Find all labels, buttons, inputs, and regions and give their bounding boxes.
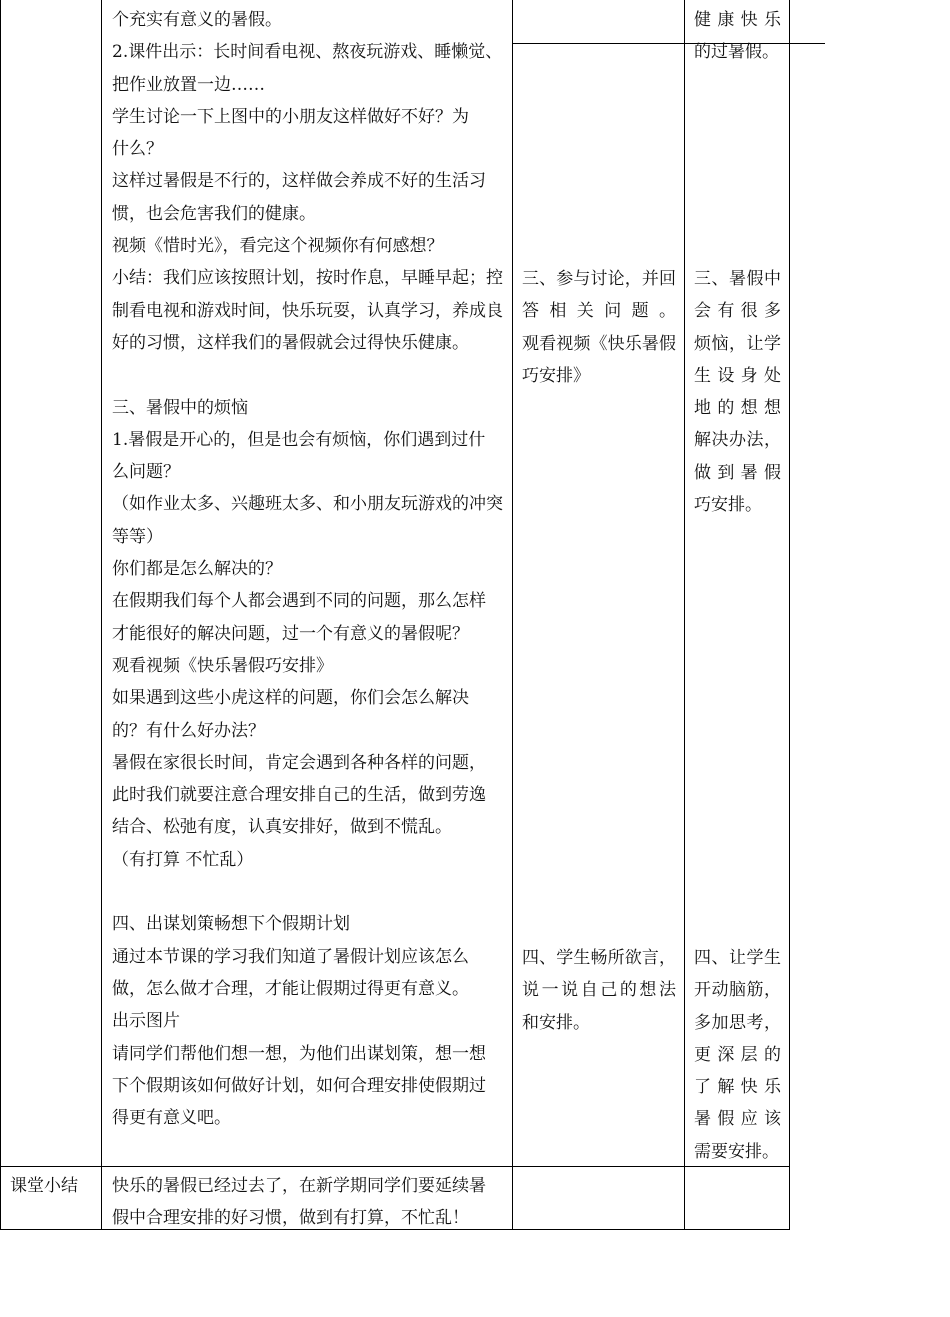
design-intent-cell-troubles: [694, 263, 781, 521]
design-intent-cell-plan: [694, 942, 781, 1168]
content-line: 1.暑假是开心的，但是也会有烦恼，你们遇到过什: [112, 429, 486, 450]
student-activity-line: 三、参与讨论，并回: [522, 269, 676, 289]
content-line: 通过本节课的学习我们知道了暑假计划应该怎么: [112, 946, 469, 967]
column-divider-2: [512, 0, 513, 1230]
content-line: 此时我们就要注意合理安排自己的生活，做到劳逸: [112, 785, 486, 806]
design-intent-cell-top: [694, 4, 781, 69]
content-line: 2.课件出示：长时间看电视、熬夜玩游戏、睡懒觉、: [112, 42, 503, 63]
content-line: 视频《惜时光》，看完这个视频你有何感想？: [112, 236, 444, 257]
content-line: 结合、松弛有度，认真安排好，做到不慌乱。: [112, 817, 452, 838]
content-line: （有打算 不忙乱）: [112, 849, 254, 870]
design-intent-line: 解决办法，: [694, 430, 781, 451]
design-intent-line: 四、让学生: [694, 948, 781, 968]
content-line: 把作业放置一边……: [112, 74, 265, 95]
content-line: 得更有意义吧。: [112, 1108, 231, 1129]
design-intent-line: 会有很多: [694, 301, 781, 322]
table-left-border: [0, 0, 1, 1230]
summary-line: 假中合理安排的好习惯，做到有打算，不忙乱！: [112, 1208, 469, 1229]
content-line: 的？有什么好办法？: [112, 720, 265, 741]
design-intent-line: 需要安排。: [694, 1141, 779, 1162]
content-line: 么问题？: [112, 462, 180, 483]
content-line: 小结：我们应该按照计划，按时作息，早睡早起；控: [112, 268, 503, 289]
summary-row-top-border: [0, 1166, 790, 1167]
student-activity-line: 四、学生畅所欲言，: [522, 948, 676, 968]
content-line: 如果遇到这些小虎这样的问题，你们会怎么解决: [112, 688, 469, 709]
content-line: 做，怎么做才合理，才能让假期过得更有意义。: [112, 978, 469, 999]
content-line: 观看视频《快乐暑假巧安排》: [112, 655, 333, 676]
content-line: 好的习惯，这样我们的暑假就会过得快乐健康。: [112, 332, 469, 353]
student-activity-cell-share: [522, 942, 676, 1039]
design-intent-line: 开动脑筋，: [694, 980, 781, 1001]
summary-content-cell: [112, 1170, 504, 1235]
content-line: 个充实有意义的暑假。: [112, 10, 282, 30]
summary-label: 课堂小结: [10, 1176, 78, 1196]
content-line: 等等）: [112, 526, 163, 547]
teaching-content-cell: [112, 4, 504, 1134]
content-line: 才能很好的解决问题，过一个有意义的暑假呢？: [112, 623, 469, 644]
content-line: 出示图片: [112, 1011, 180, 1032]
design-intent-line: 三、暑假中: [694, 269, 781, 289]
content-line: 你们都是怎么解决的？: [112, 559, 282, 580]
design-intent-line: 做到暑假: [694, 462, 781, 483]
column-divider-3: [684, 0, 685, 1230]
design-intent-line: 了解快乐: [694, 1077, 781, 1098]
student-activity-line: 巧安排》: [522, 365, 590, 386]
content-line: 暑假在家很长时间，肯定会遇到各种各样的问题，: [112, 752, 486, 773]
content-line: 学生讨论一下上图中的小朋友这样做好不好？为: [112, 106, 469, 127]
content-line: 什么？: [112, 139, 163, 160]
design-intent-line: 巧安排。: [694, 495, 762, 516]
content-line: 这样过暑假是不行的，这样做会养成不好的生活习: [112, 171, 486, 192]
design-intent-line: 烦恼，让学: [694, 333, 781, 354]
design-intent-line: 多加思考，: [694, 1012, 781, 1033]
content-line: 三、暑假中的烦恼: [112, 397, 248, 418]
design-intent-line: 生设身处: [694, 365, 781, 386]
table-right-border: [789, 0, 790, 1230]
content-line: 下个假期该如何做好计划，如何合理安排使假期过: [112, 1075, 486, 1096]
blank-line: [112, 359, 504, 391]
column-divider-1: [101, 0, 102, 1230]
content-line: 请同学们帮他们想一想，为他们出谋划策，想一想: [112, 1043, 486, 1064]
design-intent-line: 健康快乐: [694, 10, 781, 30]
content-line: （如作业太多、兴趣班太多、和小朋友玩游戏的冲突: [112, 494, 503, 515]
content-line: 四、出谋划策畅想下个假期计划: [112, 914, 350, 935]
student-activity-cell-discussion: [522, 263, 676, 392]
design-intent-line: 更深层的: [694, 1044, 781, 1065]
content-line: 惯，也会危害我们的健康。: [112, 203, 316, 224]
student-activity-line: 观看视频《快乐暑假: [522, 333, 676, 354]
student-activity-line: 说一说自己的想法: [522, 980, 676, 1001]
student-activity-line: 答相关问题。: [522, 301, 676, 322]
student-activity-line: 和安排。: [522, 1012, 590, 1033]
design-intent-line: 的过暑假。: [694, 42, 779, 63]
summary-line: 快乐的暑假已经过去了，在新学期同学们要延续暑: [112, 1176, 486, 1196]
design-intent-line: 暑假应该: [694, 1109, 781, 1130]
blank-line: [112, 876, 504, 908]
content-line: 制看电视和游戏时间，快乐玩耍，认真学习，养成良: [112, 300, 503, 321]
content-line: 在假期我们每个人都会遇到不同的问题，那么怎样: [112, 591, 486, 612]
design-intent-line: 地的想想: [694, 398, 781, 419]
